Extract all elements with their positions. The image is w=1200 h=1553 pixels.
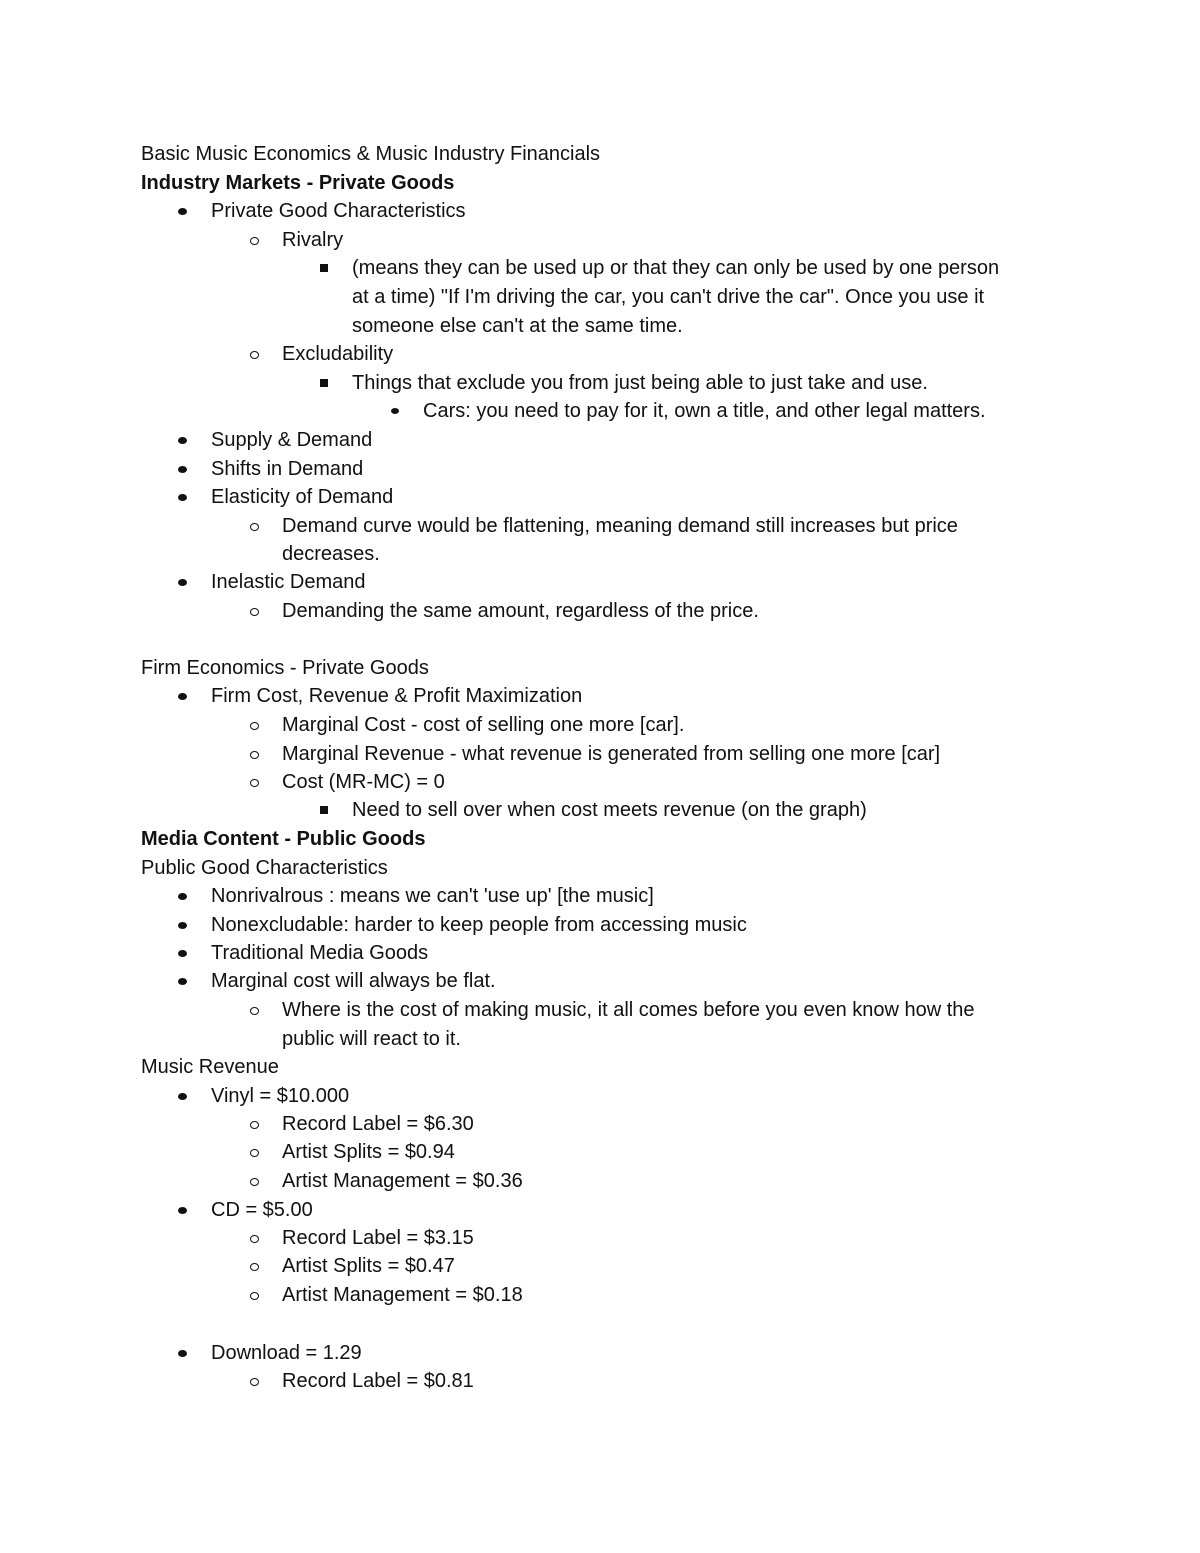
circle-bullet-icon	[250, 1292, 259, 1300]
list-item-text: Artist Splits = $0.94	[282, 1141, 455, 1163]
text-line: at a time) "If I'm driving the car, you can't drive the car". Once you use it	[352, 286, 985, 308]
list-item-text: Marginal cost will always be flat.	[211, 970, 496, 992]
list-item-text: Marginal Revenue - what revenue is generated from selling one more [car]	[282, 743, 941, 765]
circle-bullet-icon	[250, 1149, 259, 1157]
circle-bullet-icon	[250, 351, 259, 359]
disc-bullet-icon	[178, 1207, 187, 1214]
square-bullet-icon	[320, 379, 328, 387]
list-item-text: Private Good Characteristics	[211, 200, 466, 222]
disc-bullet-icon	[178, 579, 187, 586]
section-heading: Industry Markets - Private Goods	[141, 172, 455, 194]
circle-bullet-icon	[250, 779, 259, 787]
list-item-text: Marginal Cost - cost of selling one more [car].	[282, 714, 685, 736]
disc-bullet-icon	[178, 978, 187, 985]
circle-bullet-icon	[250, 523, 259, 531]
smalldisc-bullet-icon	[391, 408, 399, 414]
list-item-text: Nonexcludable: harder to keep people from accessing music	[211, 914, 747, 936]
disc-bullet-icon	[178, 494, 187, 501]
section-heading: Media Content - Public Goods	[141, 828, 426, 850]
list-item-text: Traditional Media Goods	[211, 942, 429, 964]
list-item-text: Inelastic Demand	[211, 571, 366, 593]
disc-bullet-icon	[178, 437, 187, 444]
circle-bullet-icon	[250, 237, 259, 245]
list-item-text: Shifts in Demand	[211, 458, 364, 480]
disc-bullet-icon	[178, 922, 187, 929]
list-item-text: CD = $5.00	[211, 1199, 313, 1221]
disc-bullet-icon	[178, 693, 187, 700]
list-item-text: Demanding the same amount, regardless of the price.	[282, 600, 759, 622]
list-item-text: Vinyl = $10.000	[211, 1085, 350, 1107]
text-line: Firm Economics - Private Goods	[141, 657, 429, 679]
circle-bullet-icon	[250, 1235, 259, 1243]
list-item-text: Artist Splits = $0.47	[282, 1255, 455, 1277]
list-item-text: Supply & Demand	[211, 429, 373, 451]
disc-bullet-icon	[178, 208, 187, 215]
disc-bullet-icon	[178, 893, 187, 900]
text-line: Music Revenue	[141, 1056, 279, 1078]
circle-bullet-icon	[250, 1007, 259, 1015]
circle-bullet-icon	[250, 608, 259, 616]
list-item-text: (means they can be used up or that they can only be used by one person	[352, 257, 1000, 279]
list-item-text: Demand curve would be flattening, meaning demand still increases but price	[282, 515, 958, 537]
list-item-text: Need to sell over when cost meets revenue (on the graph)	[352, 799, 867, 821]
disc-bullet-icon	[178, 1093, 187, 1100]
circle-bullet-icon	[250, 751, 259, 759]
circle-bullet-icon	[250, 1263, 259, 1271]
list-item-text: Things that exclude you from just being able to just take and use.	[352, 372, 928, 394]
circle-bullet-icon	[250, 1121, 259, 1129]
list-item-text: Firm Cost, Revenue & Profit Maximization	[211, 685, 583, 707]
circle-bullet-icon	[250, 1378, 259, 1386]
text-line: someone else can't at the same time.	[352, 315, 683, 337]
circle-bullet-icon	[250, 722, 259, 730]
list-item-text: Record Label = $0.81	[282, 1370, 474, 1392]
text-line: Basic Music Economics & Music Industry Financials	[141, 143, 601, 165]
square-bullet-icon	[320, 806, 328, 814]
list-item-text: Cost (MR-MC) = 0	[282, 771, 445, 793]
list-item-text: Download = 1.29	[211, 1342, 362, 1364]
disc-bullet-icon	[178, 950, 187, 957]
circle-bullet-icon	[250, 1178, 259, 1186]
list-item-text: Nonrivalrous : means we can't 'use up' [the music]	[211, 885, 654, 907]
list-item-text: Record Label = $3.15	[282, 1227, 474, 1249]
list-item-text: Where is the cost of making music, it all comes before you even know how the	[282, 999, 975, 1021]
disc-bullet-icon	[178, 1350, 187, 1357]
text-line: public will react to it.	[282, 1028, 461, 1050]
list-item-text: Cars: you need to pay for it, own a title, and other legal matters.	[423, 400, 986, 422]
text-line: Public Good Characteristics	[141, 857, 388, 879]
list-item-text: Record Label = $6.30	[282, 1113, 474, 1135]
list-item-text: Elasticity of Demand	[211, 486, 394, 508]
list-item-text: Artist Management = $0.18	[282, 1284, 523, 1306]
list-item-text: Rivalry	[282, 229, 344, 251]
disc-bullet-icon	[178, 466, 187, 473]
list-item-text: Excludability	[282, 343, 394, 365]
list-item-text: Artist Management = $0.36	[282, 1170, 523, 1192]
text-line: decreases.	[282, 543, 380, 565]
square-bullet-icon	[320, 264, 328, 272]
